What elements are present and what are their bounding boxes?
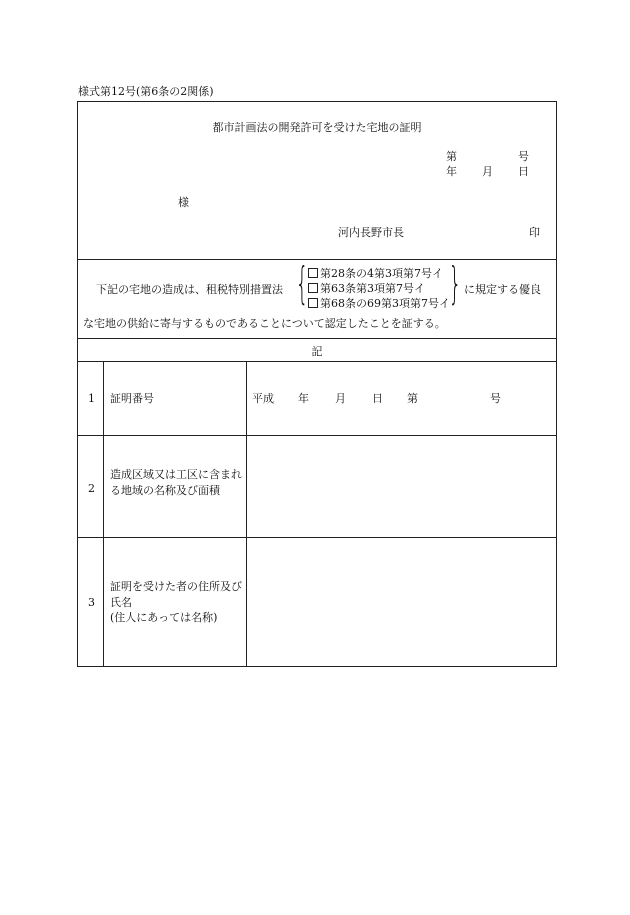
option-item: 第68条の69第3項第7号イ [308,298,450,309]
statement-line-2: な宅地の供給に寄与するものであることについて認定したことを証する。 [83,317,446,330]
certificate-number-suffix: 号 [518,150,529,163]
certificate-number-field: 平成 [252,392,274,405]
column-divider-number [103,361,104,667]
divider-statement [78,338,556,339]
option-item: 第28条の4第3項第7号イ [308,268,443,279]
document-title: 都市計画法の開発許可を受けた宅地の証明 [212,121,422,134]
divider-ki [78,361,556,362]
row-number: 1 [88,392,95,405]
area-name-field[interactable] [247,436,557,537]
date-day-label: 日 [518,165,529,178]
row-label-area-name: 造成区域又は工区に含まれる地域の名称及び面積 [110,468,242,497]
row-label-recipient: 証明を受けた者の住所及び氏名 [110,580,242,609]
certificate-number-prefix: 第 [446,150,457,163]
option-item: 第63条第3項第7号イ [308,283,425,294]
addressee-suffix: 様 [178,196,189,209]
checkbox-option-2[interactable] [308,283,318,293]
certificate-form [77,101,557,667]
checkbox-option-1[interactable] [308,268,318,278]
form-number-label: 様式第12号(第6条の2関係) [78,85,214,98]
right-brace: } [448,258,462,309]
row-label-recipient-note: (住人にあっては名称) [110,611,218,624]
field-day-label: 日 [372,392,383,405]
row-number: 2 [88,482,95,495]
checkbox-option-3[interactable] [308,298,318,308]
seal-mark: 印 [529,226,540,239]
date-year-label: 年 [446,165,457,178]
statement-block [78,260,556,338]
statement-suffix: に規定する優良 [464,283,541,296]
date-month-label: 月 [482,165,493,178]
left-brace: { [295,258,309,309]
recipient-field[interactable] [247,538,557,666]
field-month-label: 月 [335,392,346,405]
row-number: 3 [88,596,95,609]
field-dai-label: 第 [407,392,418,405]
issuer-name: 河内長野市長 [338,226,404,239]
field-go-label: 号 [490,392,501,405]
statement-prefix: 下記の宅地の造成は、租税特別措置法 [96,283,283,296]
ki-heading: 記 [311,345,323,358]
row-label-certificate-number: 証明番号 [110,392,154,405]
field-year-label: 年 [298,392,309,405]
